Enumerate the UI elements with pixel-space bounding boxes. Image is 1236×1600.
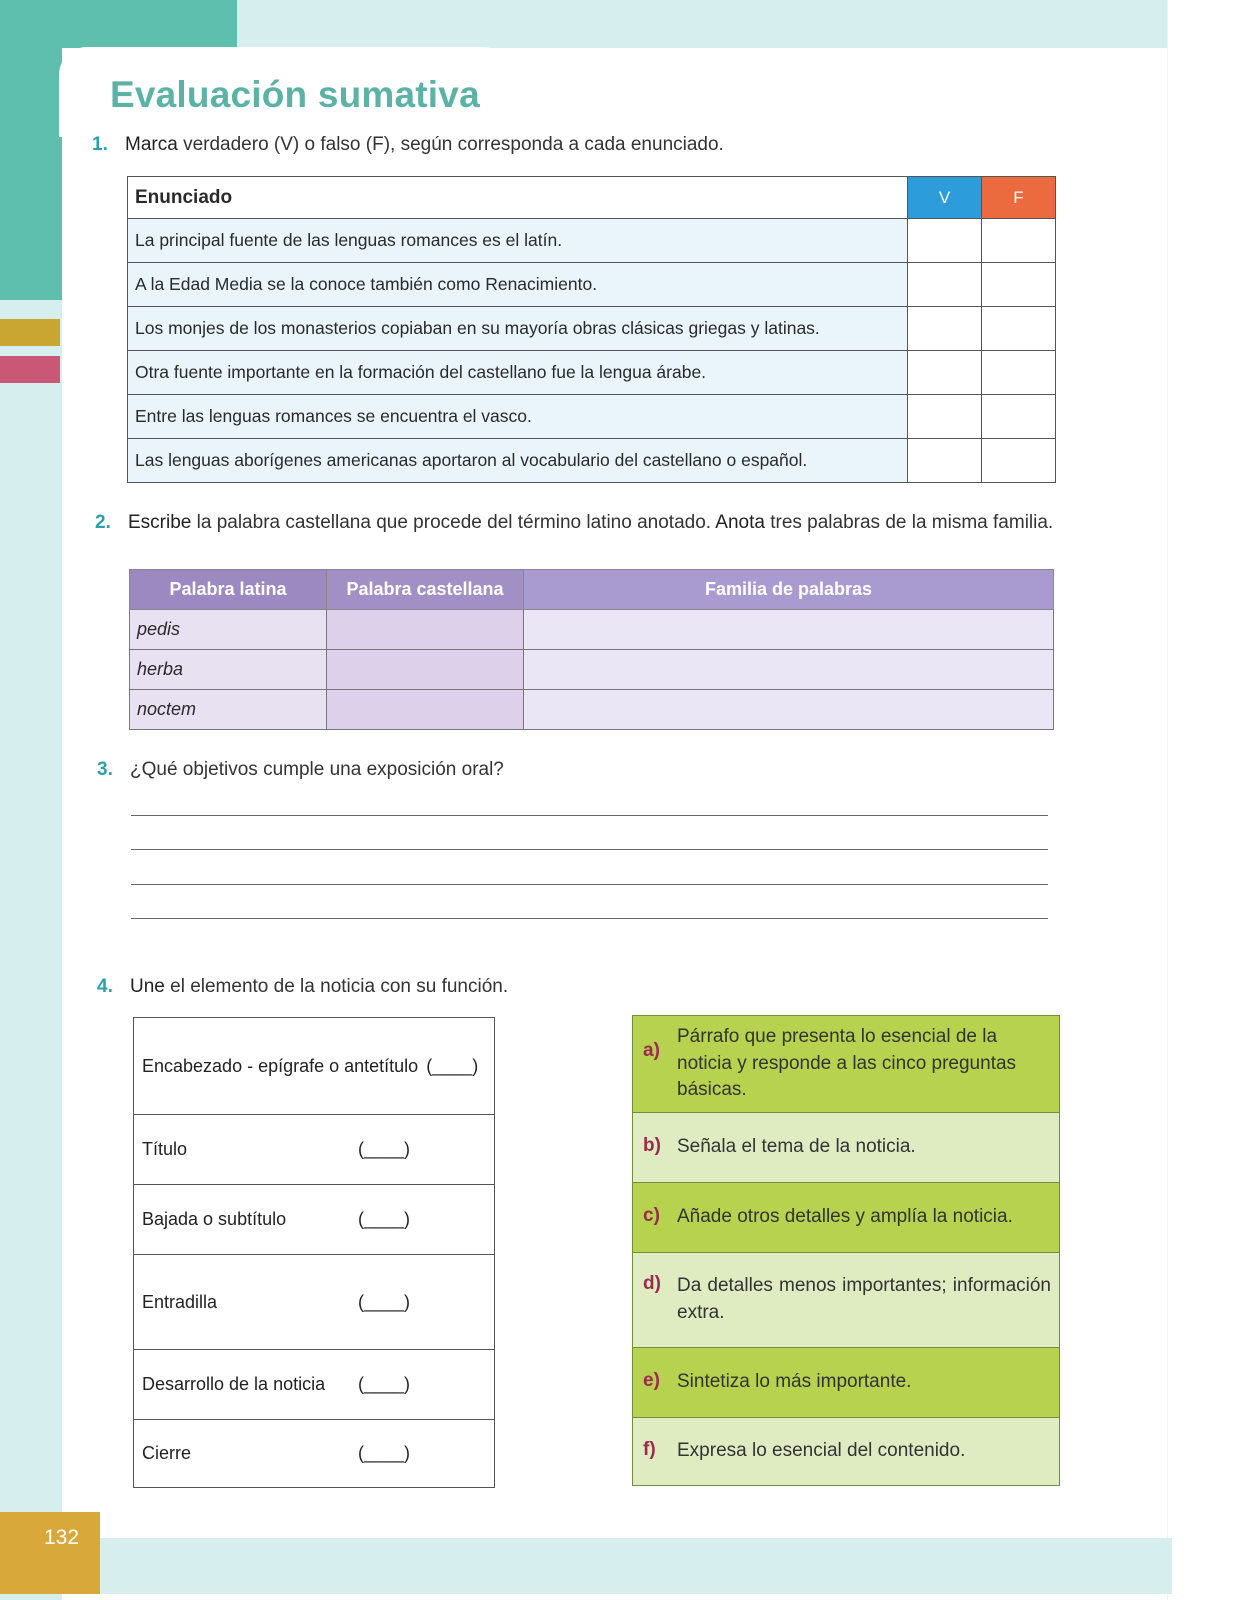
latin-word-cell: pedis [130,610,327,650]
element-label: Cierre [142,1443,192,1463]
table-row [130,610,1054,650]
element-label: Bajada o subtítulo [142,1209,287,1229]
true-answer-cell[interactable] [908,219,982,263]
answer-blank[interactable]: (____) [358,1139,411,1159]
left-teal-block [0,0,62,300]
word-family-table [129,569,1054,730]
function-text: Sintetiza lo más importante. [677,1371,912,1393]
function-text: Da detalles menos importantes; información extra. [677,1275,1051,1323]
table-row [128,351,1056,395]
answer-blank[interactable]: (____) [426,1055,479,1076]
answer-line[interactable] [131,815,1048,816]
familia-answer-cell[interactable] [524,610,1054,650]
false-answer-cell[interactable] [982,395,1056,439]
answer-blank[interactable]: (____) [358,1291,411,1312]
statement-cell: Otra fuente importante en la formación del castellano fue la lengua árabe. [128,351,908,395]
question-3 [97,759,504,781]
function-letter: a) [643,1040,660,1061]
statement-cell: La principal fuente de las lenguas romances es el latín. [128,219,908,263]
question-1 [92,134,724,156]
gold-stripe [0,319,60,346]
news-elements-list [133,1017,495,1488]
instruction-verb: Marca [125,134,178,155]
instruction-verb: Une [130,976,165,997]
statement-cell: Entre las lenguas romances se encuentra el vasco. [128,395,908,439]
instruction-text: verdadero (V) o falso (F), según corresponda a cada enunciado. [177,134,724,155]
column-header-latin: Palabra latina [130,570,327,610]
table-row [130,690,1054,730]
top-teal-block [62,0,237,48]
column-header-statement: Enunciado [128,177,908,219]
true-answer-cell[interactable] [908,307,982,351]
instruction-verb: Escribe [128,512,192,533]
true-answer-cell[interactable] [908,439,982,483]
answer-line[interactable] [131,884,1048,885]
instruction-text: el elemento de la noticia con su función. [164,976,509,997]
column-header-true: V [908,177,982,219]
familia-answer-cell[interactable] [524,690,1054,730]
function-letter: d) [643,1273,661,1294]
element-row [134,1254,494,1349]
function-text: Añade otros detalles y amplía la noticia. [677,1206,1013,1228]
table-row [128,395,1056,439]
statement-cell: A la Edad Media se la conoce también como Renacimiento. [128,263,908,307]
statement-cell: Los monjes de los monasterios copiaban en su mayoría obras clásicas griegas y latinas. [128,307,908,351]
answer-line[interactable] [131,849,1048,850]
function-row [633,1252,1059,1347]
function-letter: e) [643,1370,660,1391]
true-answer-cell[interactable] [908,395,982,439]
element-row [134,1349,494,1419]
true-answer-cell[interactable] [908,351,982,395]
answer-blank[interactable]: (____) [358,1374,411,1394]
column-header-familia: Familia de palabras [524,570,1054,610]
table-row [128,307,1056,351]
element-label: Encabezado - epígrafe o antetítulo [142,1055,419,1076]
question-number: 3. [97,759,113,780]
element-row [134,1419,494,1487]
table-header-row [128,177,1056,219]
question-2 [95,508,1060,538]
right-margin [1167,0,1236,1600]
element-row [134,1114,494,1184]
function-row [633,1112,1059,1182]
true-false-table [127,176,1056,483]
function-letter: c) [643,1205,660,1226]
true-answer-cell[interactable] [908,263,982,307]
function-row [633,1182,1059,1252]
table-row [128,263,1056,307]
latin-word-cell: noctem [130,690,327,730]
element-label: Entradilla [142,1291,218,1312]
castellana-answer-cell[interactable] [327,650,524,690]
answer-blank[interactable]: (____) [358,1209,411,1229]
question-4 [97,976,508,998]
question-text: ¿Qué objetivos cumple una exposición oral? [130,759,504,780]
answer-blank[interactable]: (____) [358,1443,411,1463]
false-answer-cell[interactable] [982,263,1056,307]
function-row [633,1417,1059,1485]
function-letter: f) [643,1439,656,1460]
column-header-false: F [982,177,1056,219]
element-label: Título [142,1139,188,1159]
function-row [633,1016,1059,1112]
pink-stripe [0,356,60,383]
instruction-verb: Anota [715,512,765,533]
answer-line[interactable] [131,918,1048,919]
element-label: Desarrollo de la noticia [142,1374,326,1394]
castellana-answer-cell[interactable] [327,690,524,730]
latin-word-cell: herba [130,650,327,690]
page-number: 132 [0,1512,100,1594]
table-row [128,439,1056,483]
table-row [130,650,1054,690]
element-row [134,1184,494,1254]
function-text: Señala el tema de la noticia. [677,1136,916,1158]
false-answer-cell[interactable] [982,219,1056,263]
function-text: Párrafo que presenta lo esencial de la noticia y responde a las cinco preguntas básicas. [677,1026,1017,1101]
news-functions-list [632,1015,1060,1486]
instruction-text: tres palabras de la misma familia. [764,512,1054,533]
false-answer-cell[interactable] [982,439,1056,483]
statement-cell: Las lenguas aborígenes americanas aportaron al vocabulario del castellano o español. [128,439,908,483]
castellana-answer-cell[interactable] [327,610,524,650]
false-answer-cell[interactable] [982,351,1056,395]
column-header-castellana: Palabra castellana [327,570,524,610]
table-row [128,219,1056,263]
question-number: 1. [92,134,108,155]
familia-answer-cell[interactable] [524,650,1054,690]
table-header-row [130,570,1054,610]
element-row [134,1018,494,1114]
instruction-text: la palabra castellana que procede del término latino anotado. [191,512,716,533]
page-title: Evaluación sumativa [110,74,480,115]
footer-band [100,1538,1172,1594]
question-number: 2. [95,512,111,533]
function-text: Expresa lo esencial del contenido. [677,1440,966,1462]
question-number: 4. [97,976,113,997]
function-row [633,1347,1059,1417]
function-letter: b) [643,1135,661,1156]
false-answer-cell[interactable] [982,307,1056,351]
